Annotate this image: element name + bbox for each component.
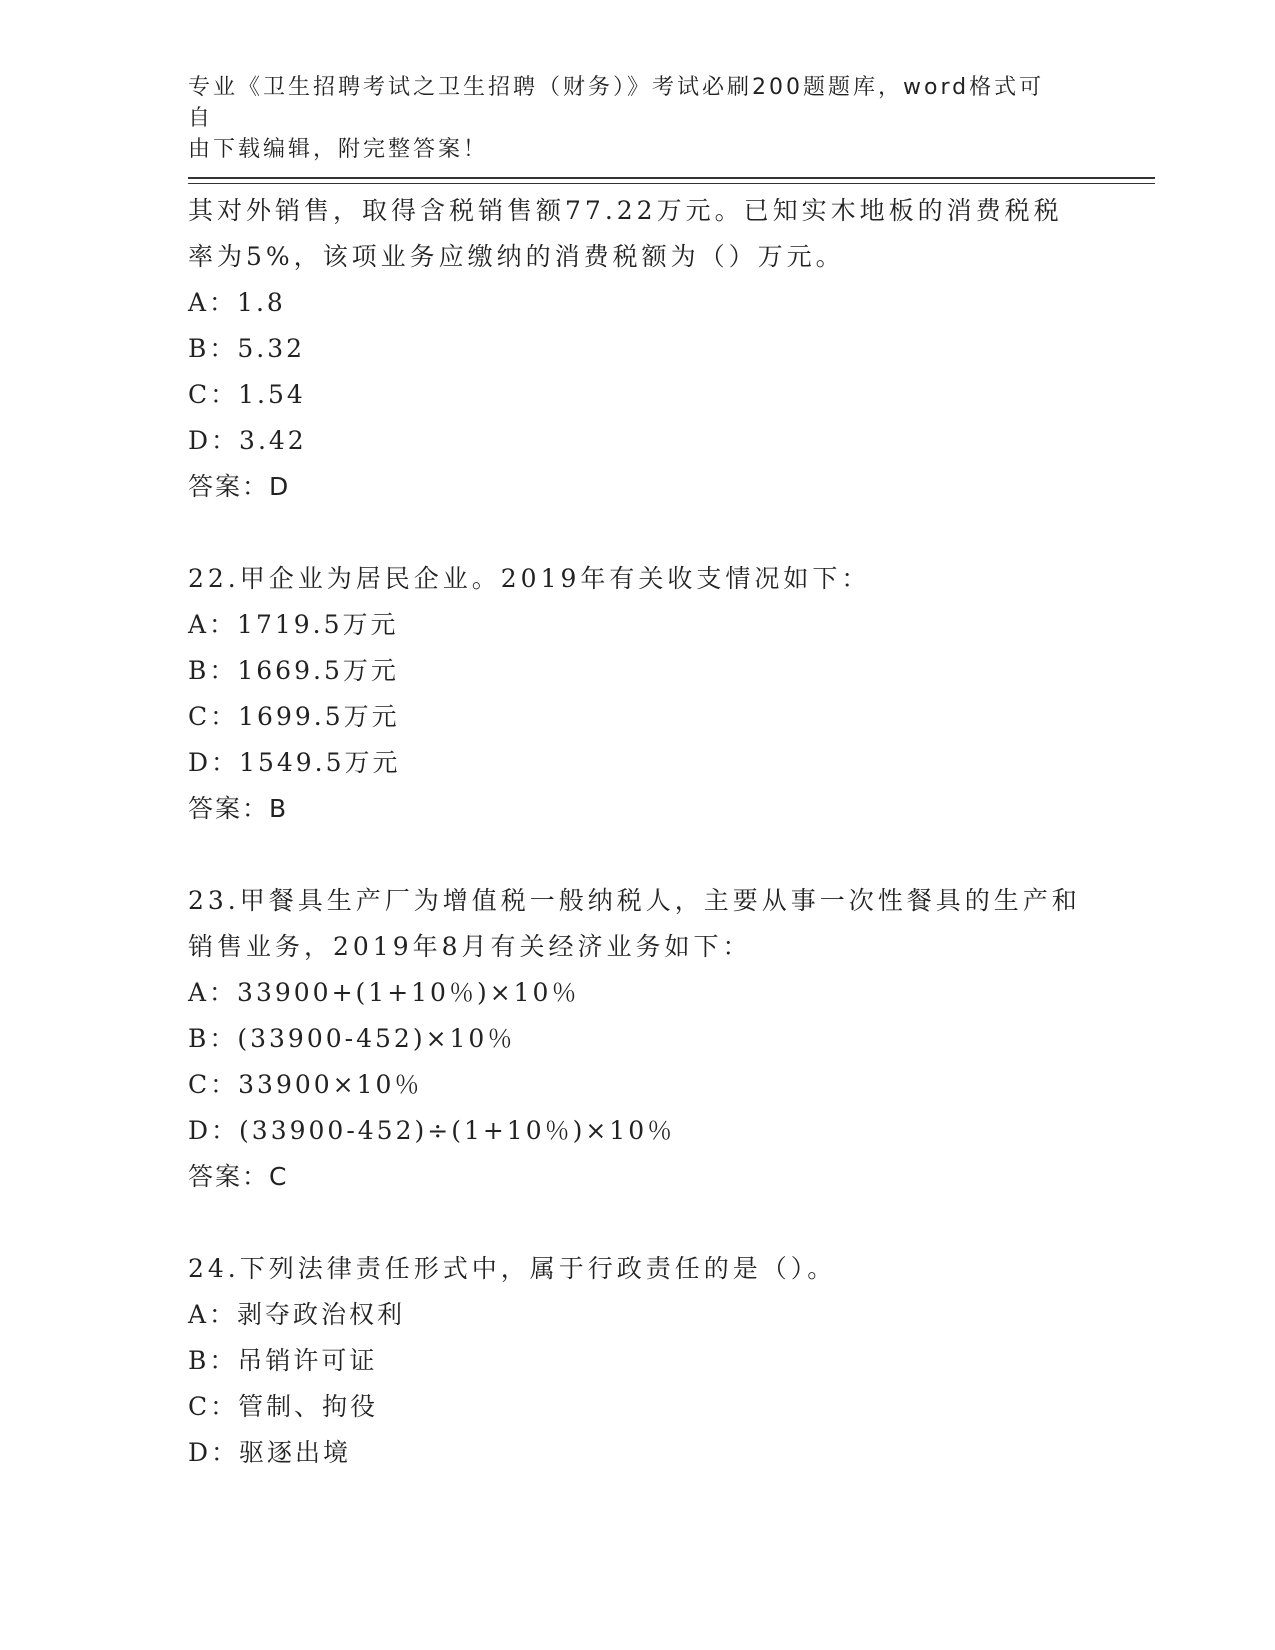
header-divider-thick — [188, 177, 1155, 179]
option-c: C：管制、拘役 — [188, 1392, 379, 1421]
answer-line: 答案：D — [188, 472, 291, 501]
option-b: B：(33900-452)×10％ — [188, 1024, 516, 1053]
question-24 — [188, 1246, 1088, 1476]
question-spacer — [188, 1200, 1088, 1246]
option-a: A：1.8 — [188, 288, 286, 317]
question-text-line: 销售业务，2019年8月有关经济业务如下： — [188, 932, 752, 961]
questions-content — [188, 188, 1088, 1476]
document-header — [188, 72, 1068, 165]
answer-line: 答案：B — [188, 794, 289, 823]
question-22 — [188, 556, 1088, 832]
question-text-line: 率为5%，该项业务应缴纳的消费税额为（）万元。 — [188, 242, 845, 271]
answer-line: 答案：C — [188, 1162, 289, 1191]
option-d: D：(33900-452)÷(1+10％)×10％ — [188, 1116, 676, 1145]
option-b: B：5.32 — [188, 334, 306, 363]
option-a: A：1719.5万元 — [188, 610, 399, 639]
header-divider-thin — [188, 183, 1155, 184]
option-d: D：1549.5万元 — [188, 748, 401, 777]
header-title-line-1: 专业《卫生招聘考试之卫生招聘（财务）》考试必刷200题题库，word格式可自 — [188, 75, 1045, 131]
option-c: C：1699.5万元 — [188, 702, 400, 731]
question-21 — [188, 188, 1088, 510]
option-c: C：33900×10％ — [188, 1070, 423, 1099]
question-text-line: 24.下列法律责任形式中，属于行政责任的是（）。 — [188, 1254, 837, 1283]
option-a: A：33900+(1+10％)×10％ — [188, 978, 580, 1007]
question-text-line: 其对外销售，取得含税销售额77.22万元。已知实木地板的消费税税 — [188, 196, 1063, 225]
question-spacer — [188, 832, 1088, 878]
option-d: D：3.42 — [188, 426, 307, 455]
question-text-line: 22.甲企业为居民企业。2019年有关收支情况如下： — [188, 564, 871, 593]
option-c: C：1.54 — [188, 380, 306, 409]
header-title-line-2: 由下载编辑，附完整答案！ — [188, 137, 489, 162]
question-spacer — [188, 510, 1088, 556]
option-a: A：剥夺政治权利 — [188, 1300, 406, 1329]
question-23 — [188, 878, 1088, 1200]
option-d: D：驱逐出境 — [188, 1438, 352, 1467]
option-b: B：吊销许可证 — [188, 1346, 378, 1375]
question-text-line: 23.甲餐具生产厂为增值税一般纳税人，主要从事一次性餐具的生产和 — [188, 886, 1081, 915]
option-b: B：1669.5万元 — [188, 656, 399, 685]
